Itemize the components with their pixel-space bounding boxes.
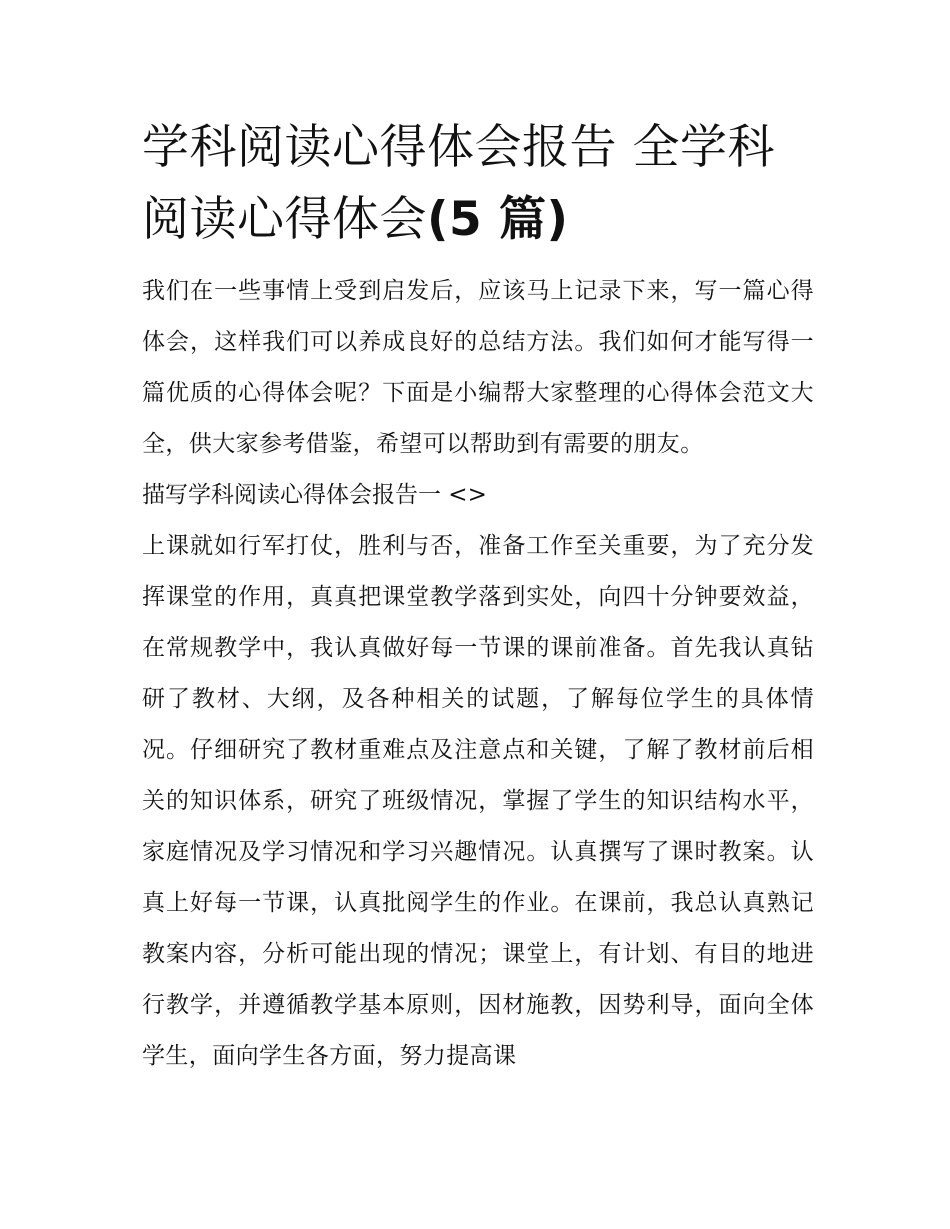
- section-heading: 描写学科阅读心得体会报告一 <>: [142, 482, 487, 508]
- title-main-text: 学科阅读心得体会报告 全学科阅读心得体会: [142, 120, 775, 247]
- document-content: [142, 112, 814, 1082]
- section-body-paragraph: 上课就如行军打仗，胜利与否，准备工作至关重要，为了充分发挥课堂的作用，真真把课堂教学落到实处，向四十分钟要效益，在常规教学中，我认真做好每一节课的课前准备。首先我认真钻研了教材、大纲，及各种相关的试题，了解每位学生的具体情况。仔细研究了教材重难点及注意点和关键，了解了教材前后相关的知识体系，研究了班级情况，掌握了学生的知识结构水平，家庭情况及学习情况和学习兴趣情况。认真撰写了课时教案。认真上好每一节课，认真批阅学生的作业。在课前，我总认真熟记教案内容，分析可能出现的情况；课堂上，有计划、有目的地进行教学，并遵循教学基本原则，因材施教，因势利导，面向全体学生，面向学生各方面，努力提高课: [142, 533, 814, 1069]
- document-title: [142, 112, 814, 256]
- intro-paragraph: 我们在一些事情上受到启发后，应该马上记录下来，写一篇心得体会，这样我们可以养成良好的总结方法。我们如何才能写得一篇优质的心得体会呢？下面是小编帮大家整理的心得体会范文大全，供大家参考借鉴，希望可以帮助到有需要的朋友。: [142, 278, 814, 457]
- title-count-text: (5 篇): [427, 192, 569, 247]
